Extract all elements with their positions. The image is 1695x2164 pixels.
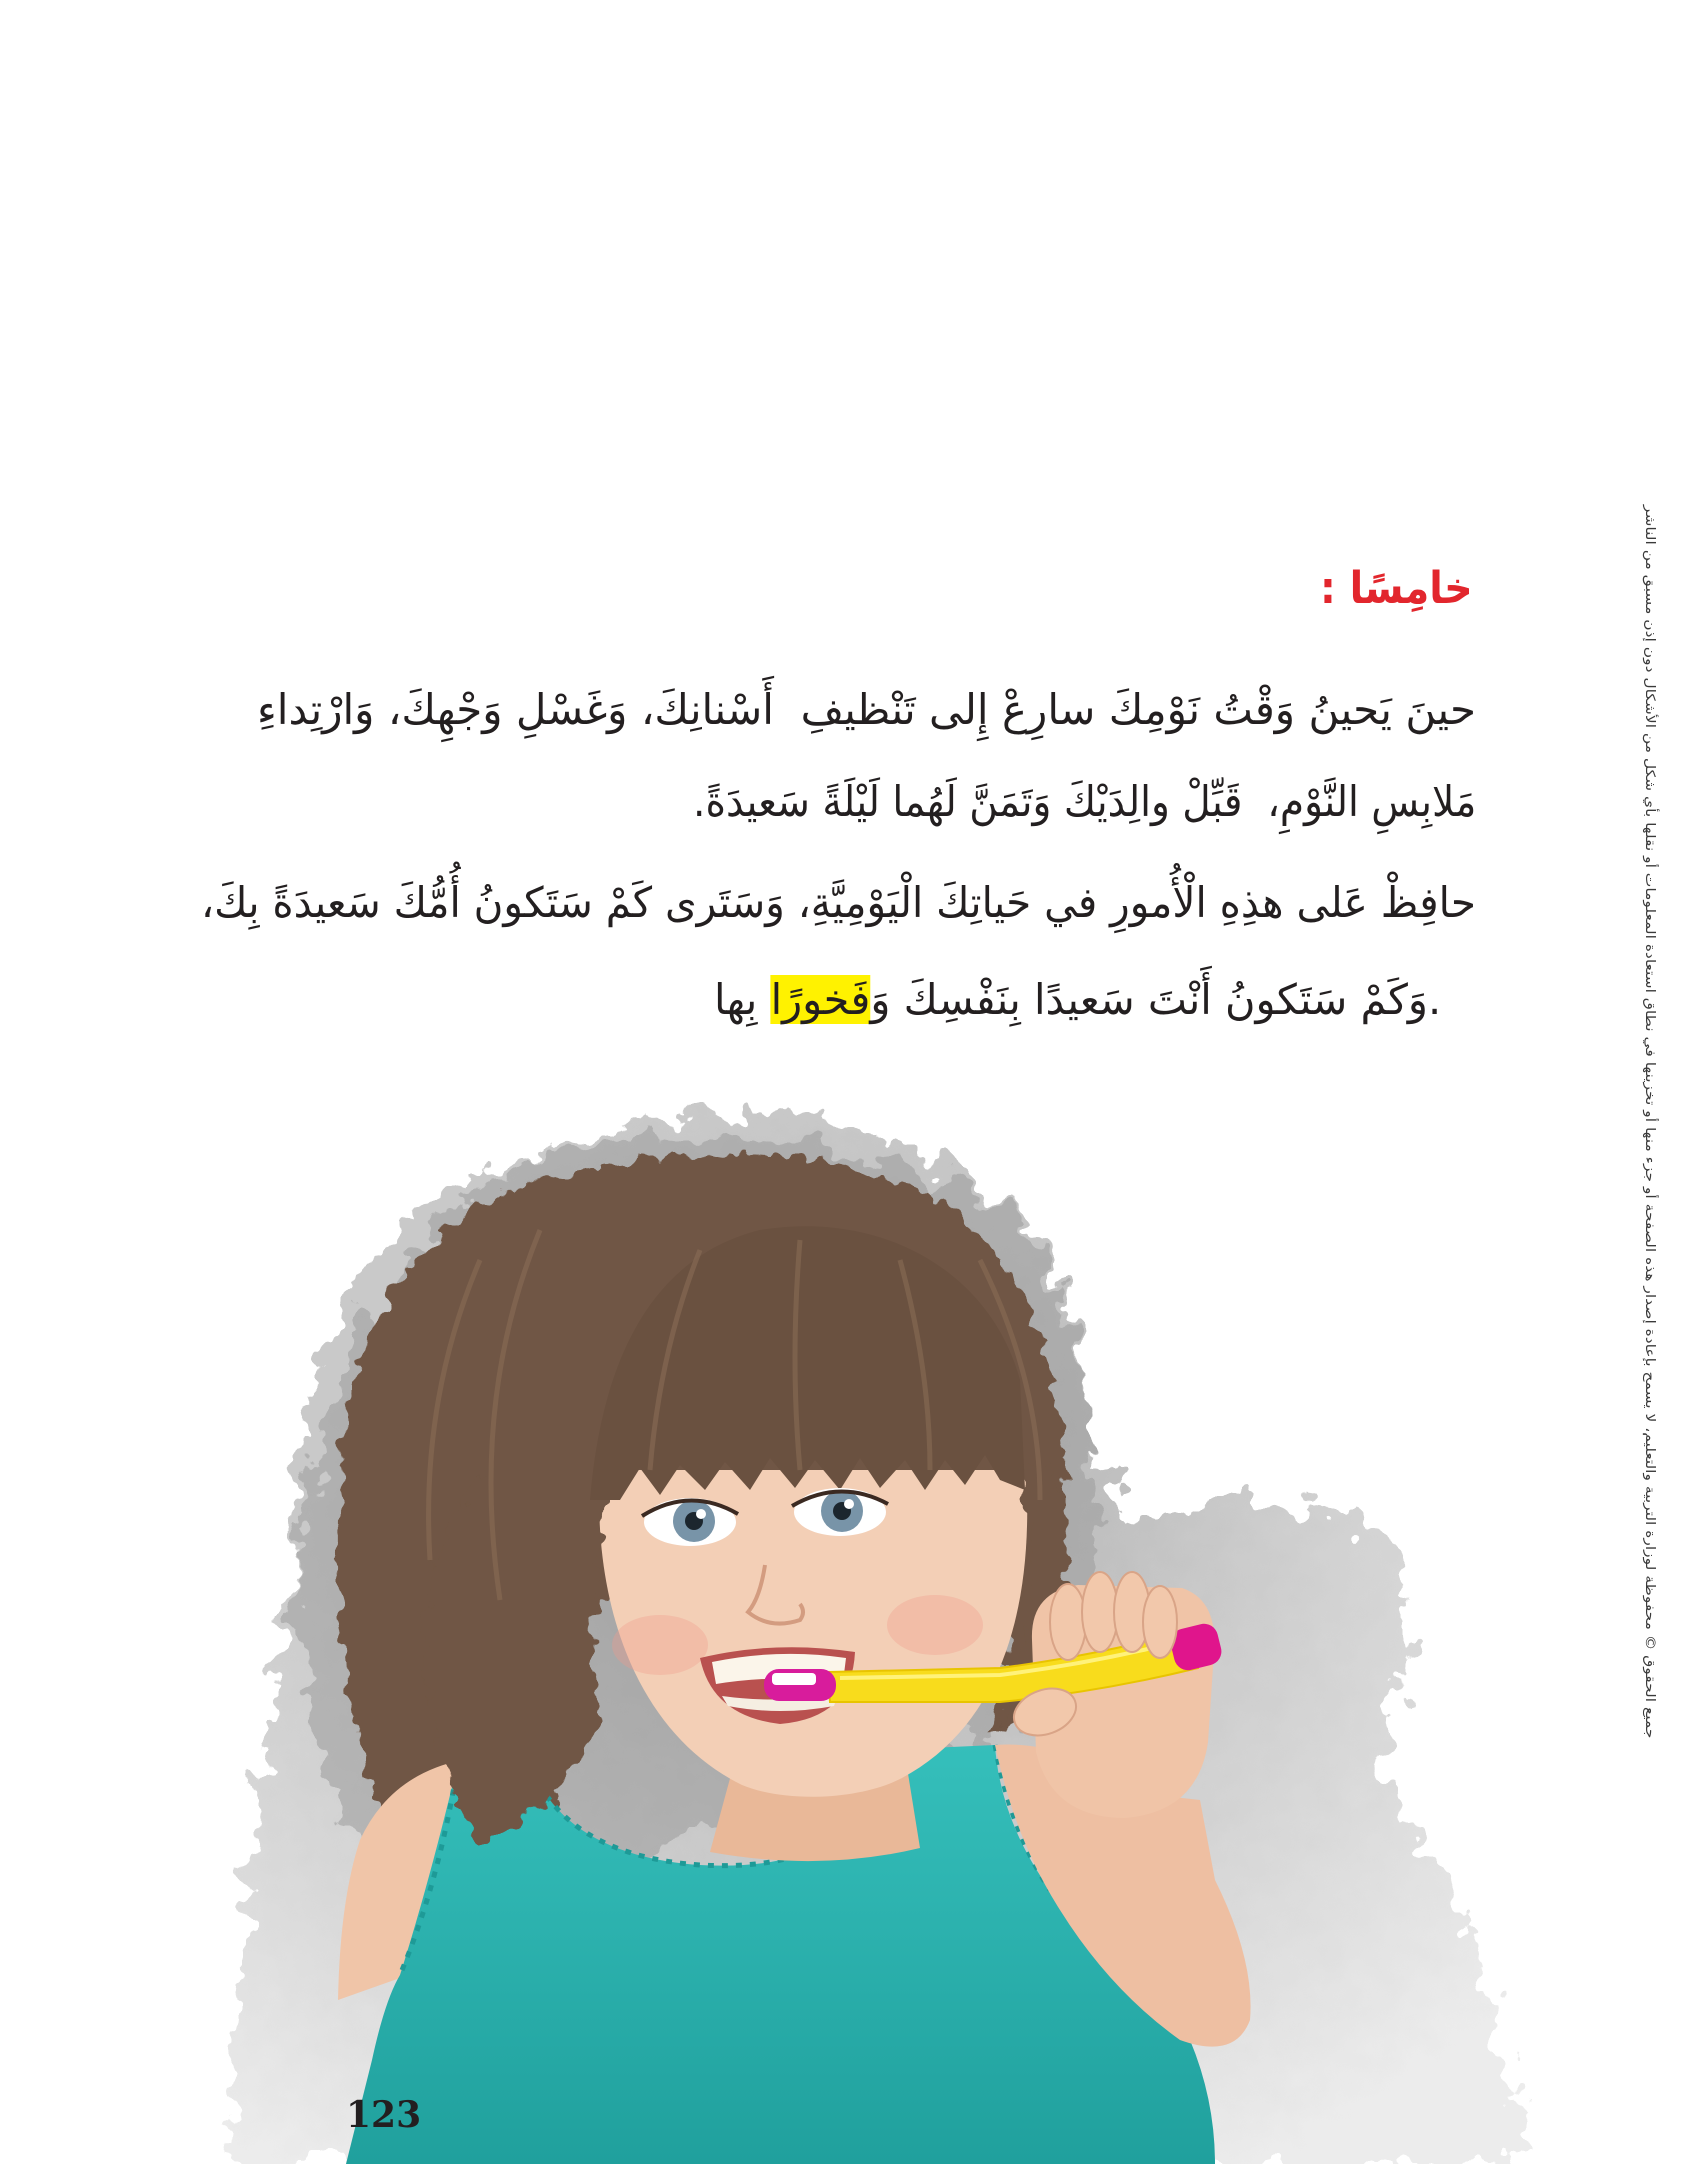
paragraph-line-2-text: مَلابِسِ النَّوْمِ، قَبِّلْ والِدَيْكَ وَتَمَنَّ لَهُما لَيْلَةً سَعيدَةً. bbox=[693, 777, 1477, 826]
paragraph-line-2 bbox=[693, 697, 1503, 826]
line-4-before: .وَكَمْ سَتَكونُ أَنْتَ سَعيدًا بِنَفْسِكَ وَ bbox=[870, 975, 1442, 1024]
toothbrush-bristles bbox=[772, 1673, 816, 1685]
paragraph-line-1-text: حينَ يَحينُ وَقْتُ نَوْمِكَ سارِعْ إِلى تَنْظيفِ أَسْنانِكَ، وَغَسْلِ وَجْهِكَ، وَارْتِداءِ bbox=[257, 685, 1477, 734]
left-cheek bbox=[612, 1615, 708, 1675]
paragraph-line-4-text bbox=[714, 965, 1441, 1035]
copyright-side-note bbox=[1638, 505, 1660, 1738]
paragraph-line-3-text: حافِظْ عَلى هذِهِ الْأُمورِ في حَياتِكَ الْيَوْمِيَّةِ، وَسَتَرى كَمْ سَتَكونُ أُمُّكَ سَعيدَةً بِكَ، bbox=[201, 878, 1477, 927]
finger bbox=[1050, 1584, 1086, 1660]
girl-brushing-teeth-photo bbox=[0, 1080, 1695, 2164]
paragraph-line-4 bbox=[714, 895, 1468, 1024]
right-cheek bbox=[887, 1595, 983, 1655]
copyright-text: جميع الحقوق © محفوظة لوزارة التربية والتعليم، لا يسمح بإعادة إصدار هذه الصفحة أو جزء منها أو تخزينها في نطاق استعادة المعلومات أو نقلها بأي شكل من الأشكال دون إذن مسبق من الناشر bbox=[1642, 504, 1657, 1738]
page-number: 123 bbox=[346, 2094, 422, 2136]
highlighted-word: فَخورًا bbox=[770, 975, 871, 1024]
paragraph-line-1 bbox=[257, 605, 1503, 734]
section-heading bbox=[1319, 499, 1503, 614]
line-4-after: بِها bbox=[714, 975, 771, 1024]
finger bbox=[1082, 1572, 1118, 1652]
paragraph-line-3 bbox=[201, 798, 1503, 927]
section-heading-text: خامِسًا : bbox=[1319, 563, 1473, 614]
finger bbox=[1143, 1586, 1177, 1658]
